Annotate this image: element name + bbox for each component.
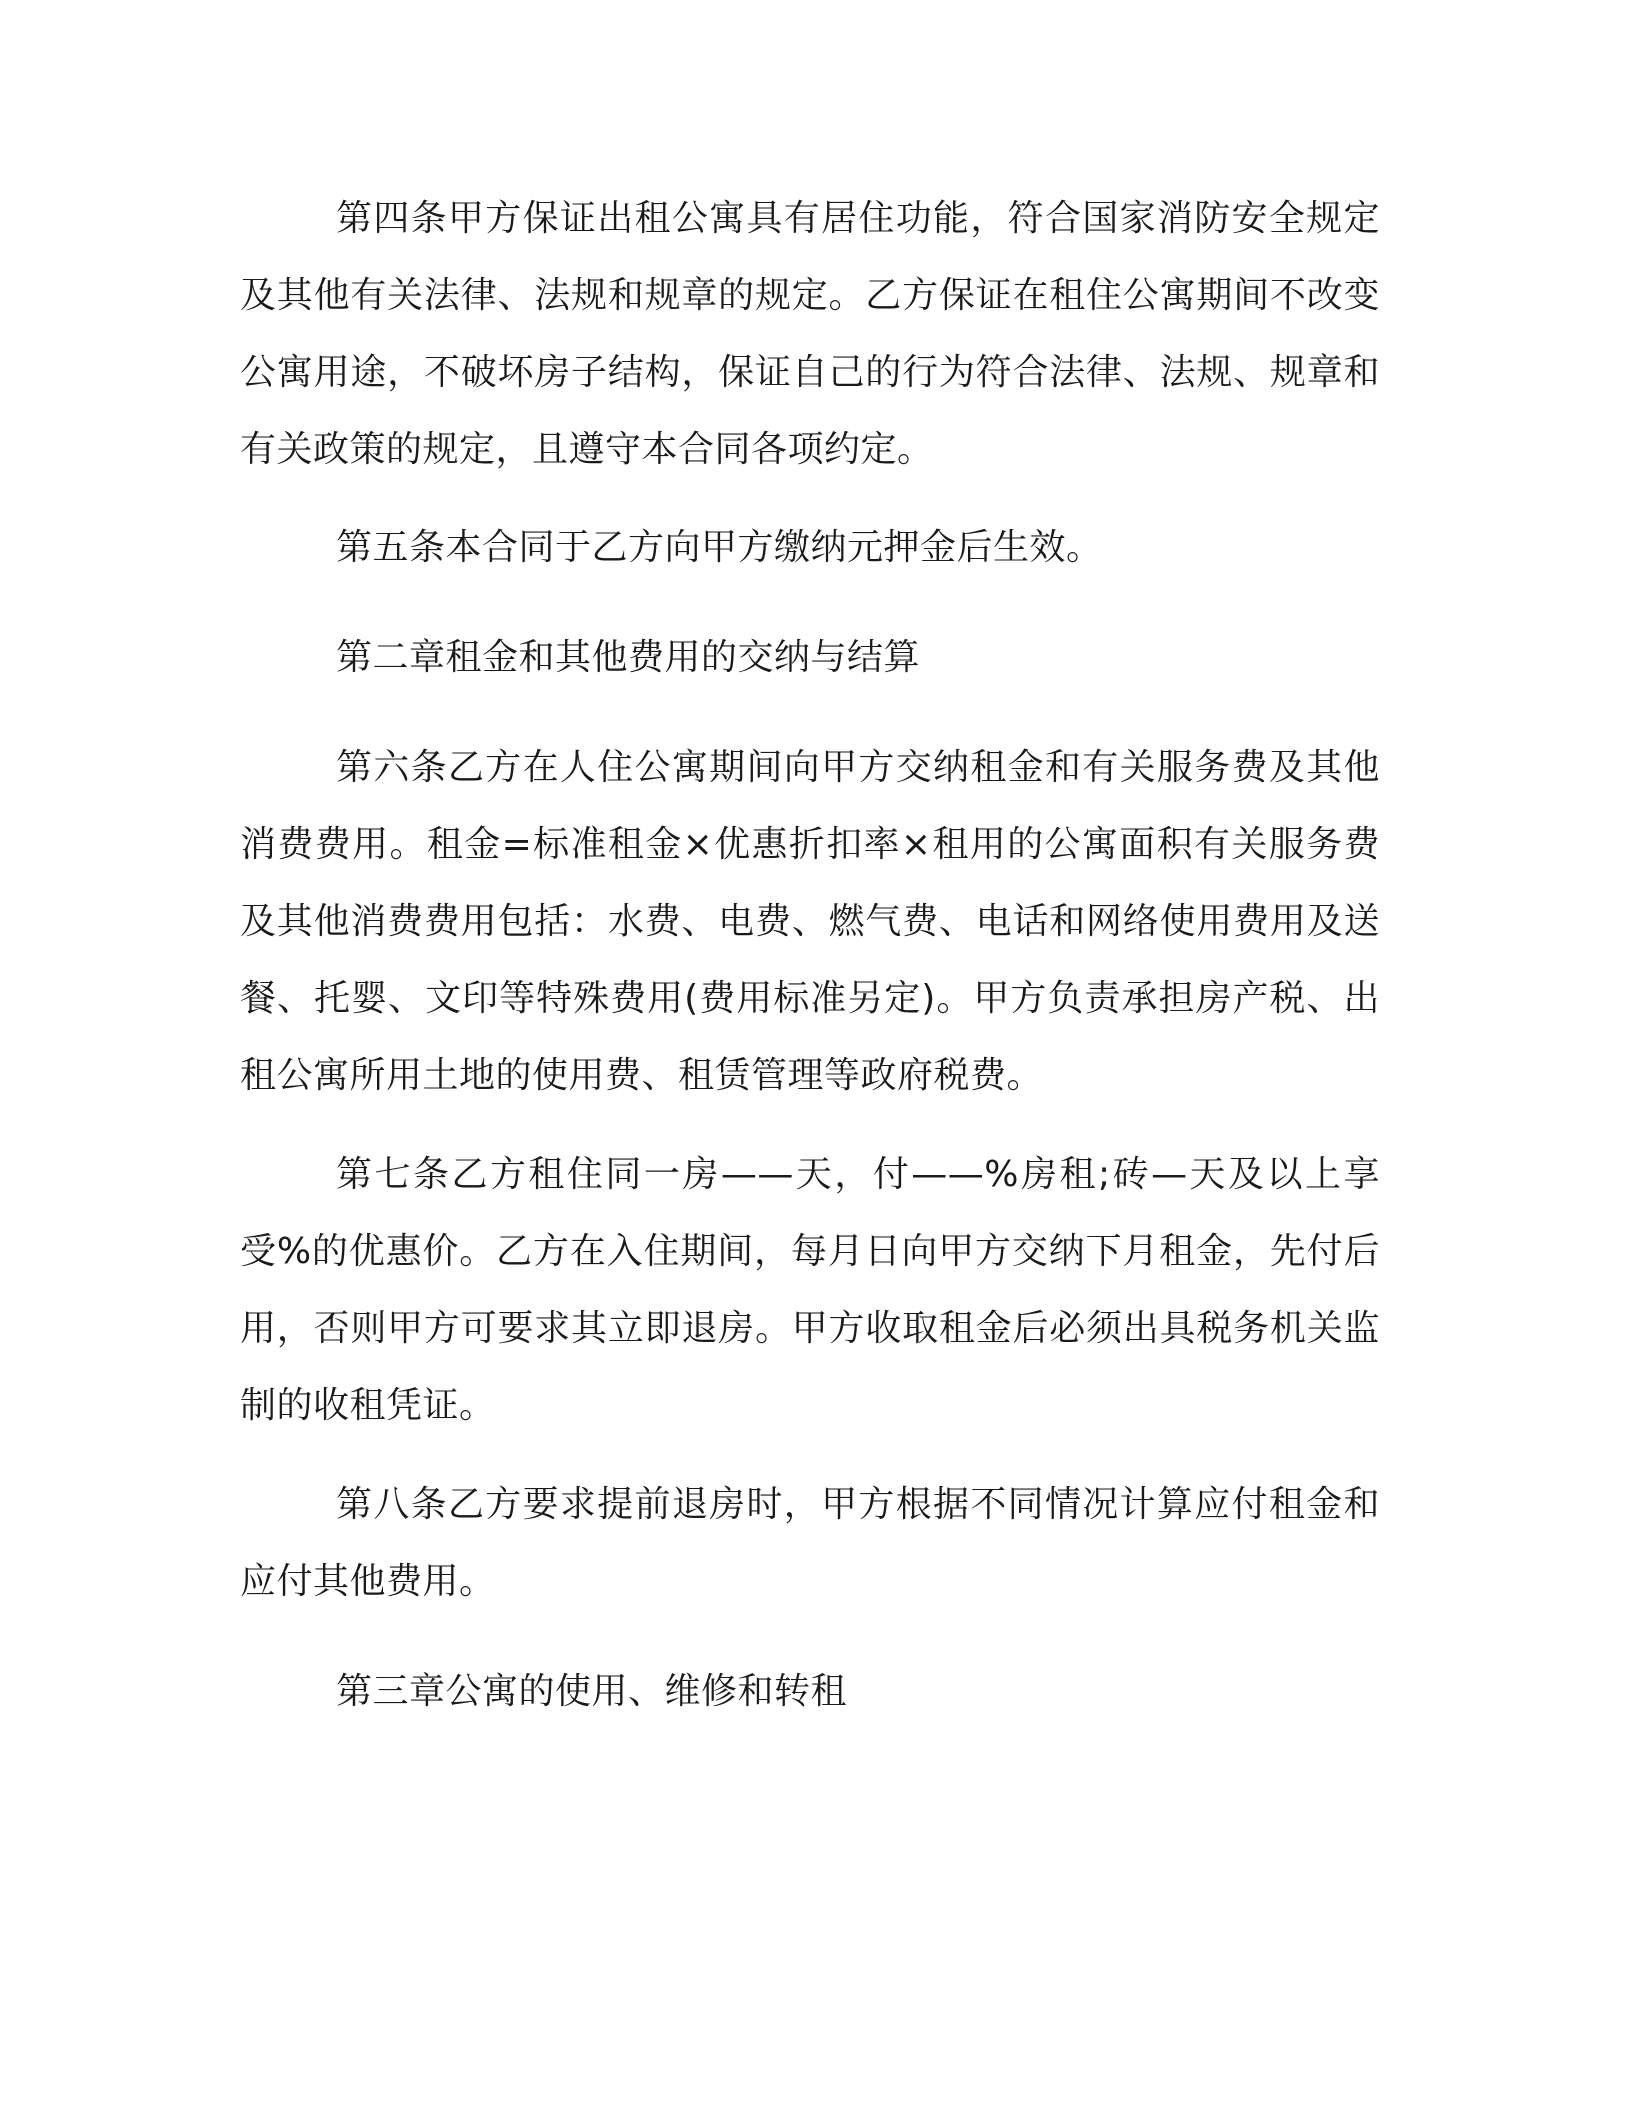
article-5-paragraph: 第五条本合同于乙方向甲方缴纳元押金后生效。 <box>336 527 1103 568</box>
article-7-paragraph: 第七条乙方租住同一房——天，付——%房租;砖—天及以上享受%的优惠价。乙方在入住期间，每月日向甲方交纳下月租金，先付后用，否则甲方可要求其立即退房。甲方收取租金后必须出具税务机关监制的收租凭证。 <box>240 1154 1380 1426</box>
chapter-3-heading: 第三章公寓的使用、维修和转租 <box>336 1671 848 1712</box>
article-6-paragraph: 第六条乙方在人住公寓期间向甲方交纳租金和有关服务费及其他消费费用。租金=标准租金×优惠折扣率×租用的公寓面积有关服务费及其他消费费用包括：水费、电费、燃气费、电话和网络使用费用及送餐、托婴、文印等特殊费用(费用标准另定)。甲方负责承担房产税、出租公寓所用土地的使用费、租赁管理等政府税费。 <box>240 747 1380 1096</box>
article-4-paragraph: 第四条甲方保证出租公寓具有居住功能，符合国家消防安全规定及其他有关法律、法规和规章的规定。乙方保证在租住公寓期间不改变公寓用途，不破坏房子结构，保证自己的行为符合法律、法规、规章和有关政策的规定，且遵守本合同各项约定。 <box>240 198 1380 470</box>
chapter-2-heading: 第二章租金和其他费用的交纳与结算 <box>336 637 921 678</box>
article-8-paragraph: 第八条乙方要求提前退房时，甲方根据不同情况计算应付租金和应付其他费用。 <box>240 1484 1380 1602</box>
